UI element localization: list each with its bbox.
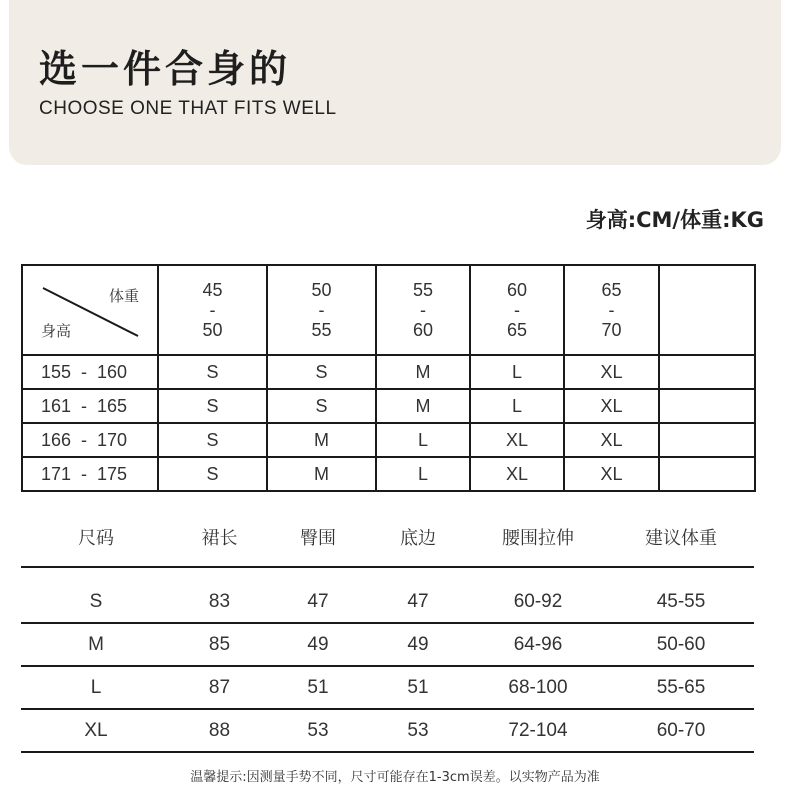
measurement-table <box>21 508 754 753</box>
size-cell: XL <box>470 457 564 491</box>
weight-range-header: 65 - 70 <box>564 265 659 355</box>
size-cell: XL <box>564 389 659 423</box>
column-header-waist-stretch: 腰围拉伸 <box>502 528 574 549</box>
height-range-cell: 155 - 160 <box>22 355 158 389</box>
table-cell: 51 <box>407 676 429 698</box>
size-cell: M <box>267 423 376 457</box>
table-cell: 51 <box>307 676 329 698</box>
table-cell: 60-92 <box>513 590 563 612</box>
weight-range-header: 60 - 65 <box>470 265 564 355</box>
empty-cell <box>659 355 755 389</box>
size-cell: M <box>267 457 376 491</box>
table-cell: 47 <box>307 590 329 612</box>
height-range-cell: 161 - 165 <box>22 389 158 423</box>
table-cell: 45-55 <box>656 590 706 612</box>
empty-cell <box>659 423 755 457</box>
table-cell: 49 <box>407 633 429 655</box>
weight-range-header: 50 - 55 <box>267 265 376 355</box>
units-label: 身高:CM/体重:KG <box>585 208 764 232</box>
empty-cell <box>659 457 755 491</box>
table-cell: 88 <box>208 719 231 741</box>
measurement-row <box>21 624 754 667</box>
header-banner <box>9 0 781 165</box>
measurement-row <box>21 710 754 753</box>
height-range-cell: 166 - 170 <box>22 423 158 457</box>
size-cell: S <box>158 457 267 491</box>
grid-header-row <box>22 265 755 355</box>
corner-weight-label: 体重 <box>108 287 139 305</box>
size-cell: L <box>470 389 564 423</box>
measurement-header-row <box>21 508 754 568</box>
table-cell: XL <box>84 719 108 741</box>
empty-cell <box>659 389 755 423</box>
corner-height-label: 身高 <box>41 322 72 340</box>
size-cell: XL <box>564 423 659 457</box>
table-cell: 72-104 <box>508 719 568 741</box>
empty-cell <box>659 265 755 355</box>
size-cell: M <box>376 355 470 389</box>
column-header-hem: 底边 <box>400 528 436 549</box>
size-cell: XL <box>564 457 659 491</box>
table-cell: 68-100 <box>508 676 568 698</box>
grid-row <box>22 389 755 423</box>
size-cell: S <box>158 389 267 423</box>
table-cell: 60-70 <box>656 719 706 741</box>
size-cell: XL <box>564 355 659 389</box>
grid-corner-cell <box>22 265 158 355</box>
grid-row <box>22 457 755 491</box>
column-header-hip: 臀围 <box>300 528 336 549</box>
measurement-row <box>21 667 754 710</box>
table-cell: L <box>90 676 102 698</box>
size-cell: XL <box>470 423 564 457</box>
table-cell: 47 <box>407 590 429 612</box>
table-cell: 50-60 <box>656 633 706 655</box>
measurement-row <box>21 568 754 624</box>
size-cell: M <box>376 389 470 423</box>
table-cell: 85 <box>208 633 231 655</box>
table-cell: M <box>88 633 104 655</box>
table-cell: 83 <box>208 590 231 612</box>
grid-row <box>22 423 755 457</box>
table-cell: 53 <box>307 719 329 741</box>
table-cell: 55-65 <box>656 676 706 698</box>
table-cell: 64-96 <box>513 633 563 655</box>
weight-range-header: 45 - 50 <box>158 265 267 355</box>
size-recommendation-grid <box>21 264 756 492</box>
column-header-skirt-length: 裙长 <box>201 528 238 549</box>
column-header-suggested-weight: 建议体重 <box>645 528 717 549</box>
height-range-cell: 171 - 175 <box>22 457 158 491</box>
size-cell: S <box>267 355 376 389</box>
page-title: 选一件合身的 <box>39 47 292 91</box>
table-cell: 53 <box>407 719 429 741</box>
size-cell: S <box>267 389 376 423</box>
table-cell: 87 <box>208 676 231 698</box>
weight-range-header: 55 - 60 <box>376 265 470 355</box>
size-cell: L <box>470 355 564 389</box>
size-cell: S <box>158 423 267 457</box>
measurement-notice: 温馨提示:因测量手势不同，尺寸可能存在1-3cm误差。以实物产品为准 <box>190 770 600 785</box>
size-cell: L <box>376 423 470 457</box>
page-subtitle: CHOOSE ONE THAT FITS WELL <box>39 98 337 119</box>
grid-row <box>22 355 755 389</box>
size-cell: S <box>158 355 267 389</box>
size-cell: L <box>376 457 470 491</box>
column-header-size: 尺码 <box>78 528 114 549</box>
table-cell: S <box>89 590 103 612</box>
table-cell: 49 <box>307 633 329 655</box>
